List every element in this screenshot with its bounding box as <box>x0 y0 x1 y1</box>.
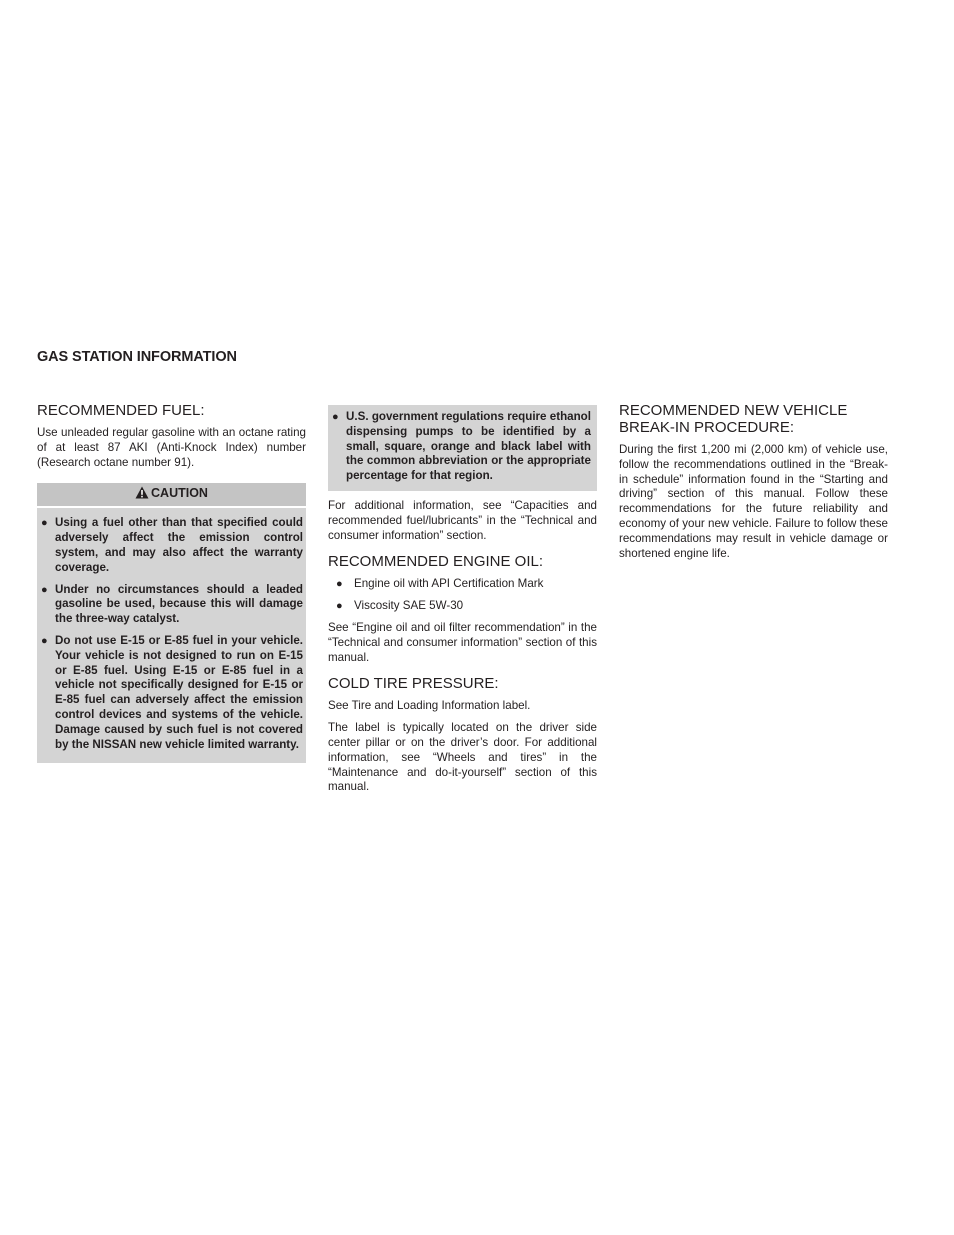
bullet-icon: ● <box>41 634 48 647</box>
additional-info-text: For additional information, see “Capacities and recommended fuel/lubricants” in the “Technical and consumer information” section. <box>328 498 597 542</box>
engine-oil-heading: RECOMMENDED ENGINE OIL: <box>328 553 544 571</box>
list-item: ● Viscosity SAE 5W-30 <box>336 599 464 613</box>
recommended-fuel-heading: RECOMMENDED FUEL: <box>37 402 205 419</box>
bullet-icon: ● <box>332 411 339 423</box>
column-recommended-fuel <box>37 402 306 763</box>
engine-oil-list <box>328 577 597 614</box>
list-item: ● Under no circumstances should a leaded gasoline be used, because this will damage the three-way catalyst. <box>41 582 303 626</box>
list-item: ● Do not use E-15 or E-85 fuel in your vehicle. Your vehicle is not designed to run on E-15 or E-85 fuel. Using E-15 or E-85 fuel in a vehicle not specifically designed for E-15 or E-85 fuel can adversely affect the emission control devices and systems of the vehicle. Damage caused by such fuel is not covered by the NISSAN new vehicle limited warranty. <box>41 633 303 751</box>
tire-label-text: See Tire and Loading Information label. <box>328 699 531 713</box>
column-middle <box>328 405 597 802</box>
caution-box <box>37 483 306 763</box>
list-item: ● Using a fuel other than that specified could adversely affect the emission control system, and may also affect the warranty coverage. <box>41 516 303 574</box>
cold-tire-pressure-heading: COLD TIRE PRESSURE: <box>328 675 499 693</box>
bullet-icon: ● <box>41 583 48 596</box>
page-title: GAS STATION INFORMATION <box>37 349 237 365</box>
engine-oil-note: See “Engine oil and oil filter recommendation” in the “Technical and consumer information” section of this manual. <box>328 620 597 664</box>
caution-header <box>37 483 306 508</box>
bullet-icon: ● <box>336 578 343 591</box>
bullet-icon: ● <box>336 600 343 613</box>
column-break-in <box>619 402 888 568</box>
break-in-text: During the first 1,200 mi (2,000 km) of vehicle use, follow the recommendations outlined in the “Break-in schedule” information found in the “Starting and driving” section of this manual. Follow these recommendations for the future reliability and economy of your new vehicle. Failure to follow these recommendations may result in vehicle damage or shortened engine life. <box>619 443 888 560</box>
caution-list <box>37 514 306 763</box>
warning-triangle-icon <box>135 486 149 502</box>
break-in-heading: RECOMMENDED NEW VEHICLE BREAK-IN PROCEDURE: <box>619 402 848 436</box>
recommended-fuel-text: Use unleaded regular gasoline with an octane rating of at least 87 AKI (Anti-Knock Index) number (Research octane number 91). <box>37 426 306 469</box>
caution-title: CAUTION <box>151 486 208 501</box>
bullet-icon: ● <box>41 517 48 530</box>
list-item: ● Engine oil with API Certification Mark <box>336 577 544 591</box>
list-item: ● U.S. government regulations require ethanol dispensing pumps to be identified by a small, square, orange and black label with the common abbreviation or the appropriate percentage for that region. <box>332 410 591 483</box>
ethanol-label-box <box>328 405 597 491</box>
tire-location-text: The label is typically located on the driver side center pillar or on the driver’s door. For additional information, see “Wheels and tires” in the “Maintenance and do-it-yourself” section of this manual. <box>328 721 597 794</box>
